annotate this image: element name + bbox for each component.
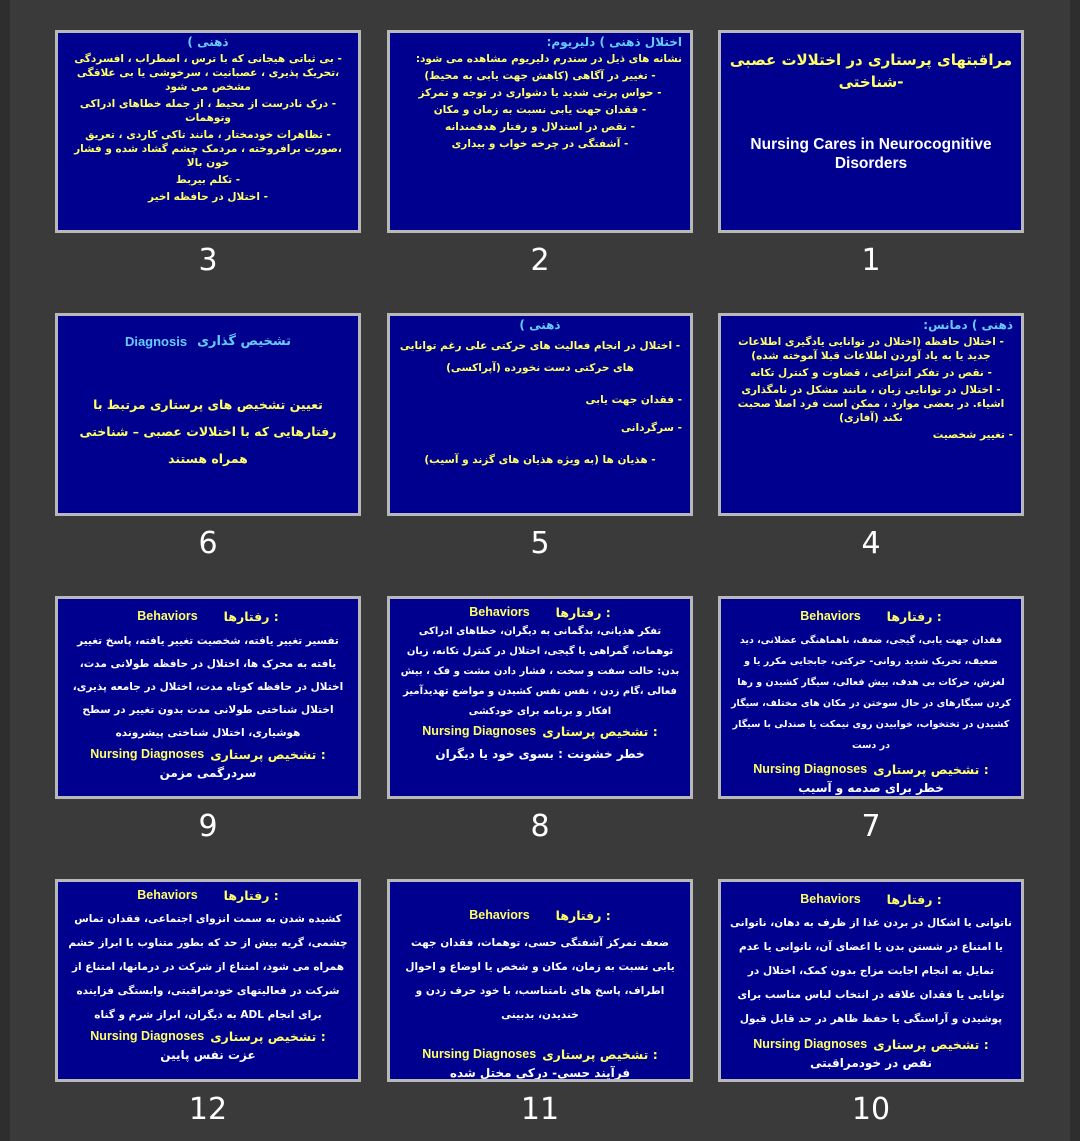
nursing-diagnoses-header xyxy=(398,1047,682,1062)
slide-2[interactable] xyxy=(387,30,693,233)
slide-line: - سرگردانی xyxy=(620,422,682,434)
behaviors-text: ناتوانی یا اشکال در بردن غذا از ظرف به دهان، ناتوانی یا امتناع در شستن بدن یا اعضای آن، ناتوانی یا عدم تمایل به انجام اجابت مزاج بدون کمک، اختلال در توانایی یا فقدان علاقه در انتخاب لباس مناسب برای پوشیدن و آراستگی یا حفظ ظاهر در حد قابل قبول xyxy=(730,917,1012,1025)
slide-number: 1 xyxy=(861,243,881,278)
nursing-diagnoses-label-en: Nursing Diagnoses xyxy=(753,1037,868,1051)
slide-line: - بی ثباتی هیجانی که با ترس ، اضطراب ، افسردگی ،تحریک پذیری ، عصبانیت ، سرخوشی یا بی علاقگی مشخص می شود xyxy=(74,53,342,93)
behaviors-label-fa: رفتارها : xyxy=(886,892,942,907)
behaviors-label-fa: رفتارها : xyxy=(886,609,942,624)
slide-line: - تظاهرات خودمختار ، مانند تاکی کاردی ، تعریق ،صورت برافروخته ، مردمک چشم گشاد شده و فشار خون بالا xyxy=(74,129,342,169)
slide-number: 4 xyxy=(861,526,881,561)
slide-line: - درک نادرست از محیط ، از جمله خطاهای ادراکی وتوهمات xyxy=(79,98,337,124)
nursing-diagnoses-header xyxy=(729,762,1013,777)
behaviors-text: کشیده شدن به سمت انزوای اجتماعی، فقدان تماس چشمی، گریه بیش از حد که بطور متناوب با ابراز خشم همراه می شود، امتناع از شرکت در درمانها، امتناع از شرکت در فعالیتهای خودمراقبتی، وابستگی فزاینده برای انجام ADL به دیگران، ابراز شرم و گناه xyxy=(68,913,348,1021)
slide-8[interactable] xyxy=(387,596,693,799)
slide-thumbnail-6[interactable] xyxy=(55,313,361,575)
behaviors-label-fa: رفتارها : xyxy=(223,609,279,624)
nursing-diagnoses-label-en: Nursing Diagnoses xyxy=(90,1029,205,1043)
behaviors-header xyxy=(66,609,350,624)
slide-heading xyxy=(66,334,350,349)
slide-line: - اختلال حافظه (اختلال در توانایی یادگیری اطلاعات جدید یا به یاد آوردن اطلاعات قبلا آموخته شده) xyxy=(738,336,1004,362)
nursing-diagnoses-header xyxy=(66,747,350,762)
slide-heading: اختلال ذهنی ) دلیریوم: xyxy=(546,35,682,49)
slide-12[interactable] xyxy=(55,879,361,1082)
diagnosis-label-fa: تشخیص گذاری xyxy=(197,334,292,349)
behaviors-text: تفسیر تغییر یافته، شخصیت تغییر یافته، پاسخ تغییر یافته به محرک ها، اختلال در حافظه طولانی مدت، اختلال در حافظه کوتاه مدت، اختلال در جامعه پذیری، اختلال شناختی طولانی مدت بدون تغییر در سطح هوشیاری، اختلال شناختی پیشرونده xyxy=(72,635,344,739)
slide-thumbnail-1[interactable] xyxy=(718,30,1024,292)
slide-number: 9 xyxy=(198,809,218,844)
slide-10[interactable] xyxy=(718,879,1024,1082)
right-edge xyxy=(1070,0,1080,1141)
slide-line: - فقدان جهت یابی نسبت به زمان و مکان xyxy=(433,104,647,116)
slide-11[interactable] xyxy=(387,879,693,1082)
slide-thumbnail-8[interactable] xyxy=(387,596,693,858)
slide-line: - فقدان جهت یابی xyxy=(585,394,682,406)
nursing-diagnoses-label-fa: تشخیص پرستاری : xyxy=(542,1047,658,1062)
slide-line: - نقص در تفکر انتزاعی ، قضاوت و کنترل تکانه xyxy=(750,367,992,379)
nursing-diagnosis-value: خطر برای صدمه و آسیب xyxy=(798,781,944,795)
nursing-diagnosis-value: نقص در خودمراقبتی xyxy=(809,1056,933,1070)
slide-thumbnail-11[interactable] xyxy=(387,879,693,1141)
nursing-diagnosis-value: خطر خشونت : بسوی خود یا دیگران xyxy=(435,747,645,761)
slide-heading: ذهنی ) دمانس: xyxy=(923,318,1013,332)
slide-line: - آشفتگی در چرخه خواب و بیداری xyxy=(451,138,629,150)
slide-number: 11 xyxy=(520,1092,560,1127)
nursing-diagnoses-header xyxy=(398,724,682,739)
slide-5[interactable] xyxy=(387,313,693,516)
slide-thumbnail-4[interactable] xyxy=(718,313,1024,575)
slide-line: - اختلال در انجام فعالیت های حرکتی علی رغم توانایی های حرکتی دست نخورده (آپراکسی) xyxy=(399,340,681,374)
behaviors-header xyxy=(398,605,682,620)
nursing-diagnoses-label-fa: تشخیص پرستاری : xyxy=(873,1037,989,1052)
nursing-diagnoses-label-fa: تشخیص پرستاری : xyxy=(210,747,326,762)
slide-line: - نقص در استدلال و رفتار هدفمندانه xyxy=(445,121,635,133)
slide-number: 2 xyxy=(530,243,550,278)
slide-number: 6 xyxy=(198,526,218,561)
left-edge xyxy=(0,0,10,1141)
nursing-diagnosis-value: فرآیند حسی- درکی مختل شده xyxy=(449,1066,631,1080)
slide-7[interactable] xyxy=(718,596,1024,799)
nursing-diagnoses-header xyxy=(729,1037,1013,1052)
nursing-diagnoses-header xyxy=(66,1029,350,1044)
slide-number: 10 xyxy=(851,1092,891,1127)
slide-thumbnail-7[interactable] xyxy=(718,596,1024,858)
slide-line: - هذیان ها (به ویژه هذیان های گزند و آسیب) xyxy=(424,454,656,466)
slide-thumbnail-12[interactable] xyxy=(55,879,361,1141)
slide-thumbnail-9[interactable] xyxy=(55,596,361,858)
slide-line: - تکلم بیربط xyxy=(175,174,241,186)
nursing-diagnoses-label-fa: تشخیص پرستاری : xyxy=(542,724,658,739)
behaviors-label-en: Behaviors xyxy=(469,908,530,922)
slide-3[interactable] xyxy=(55,30,361,233)
nursing-diagnoses-label-en: Nursing Diagnoses xyxy=(422,1047,537,1061)
nursing-diagnoses-label-fa: تشخیص پرستاری : xyxy=(873,762,989,777)
behaviors-label-en: Behaviors xyxy=(137,609,198,623)
slide-title-en: Nursing Cares in Neurocognitive Disorders xyxy=(750,136,992,172)
slide-4[interactable] xyxy=(718,313,1024,516)
behaviors-header xyxy=(729,892,1013,907)
behaviors-label-fa: رفتارها : xyxy=(223,888,279,903)
slide-thumbnail-10[interactable] xyxy=(718,879,1024,1141)
behaviors-text: ضعف تمرکز آشفتگی حسی، توهمات، فقدان جهت یابی نسبت به زمان، مکان و شخص یا اوضاع و احوال اطراف، پاسخ های نامتناسب، با خود حرف زدن و خندیدن، بدبینی xyxy=(405,937,675,1021)
slide-9[interactable] xyxy=(55,596,361,799)
diagnosis-label-en: Diagnosis xyxy=(124,334,188,349)
slide-thumbnail-3[interactable] xyxy=(55,30,361,292)
behaviors-label-fa: رفتارها : xyxy=(555,908,611,923)
slide-heading: ذهنی ) xyxy=(187,35,229,49)
behaviors-header xyxy=(66,888,350,903)
slide-number: 3 xyxy=(198,243,218,278)
slide-1[interactable] xyxy=(718,30,1024,233)
slide-title-fa: مراقبتهای پرستاری در اختلالات عصبی -شناختی xyxy=(729,51,1013,91)
behaviors-label-en: Behaviors xyxy=(800,892,861,906)
nursing-diagnoses-label-en: Nursing Diagnoses xyxy=(90,747,205,761)
slide-line: - تغییر در آگاهی (کاهش جهت یابی به محیط) xyxy=(424,70,656,82)
nursing-diagnoses-label-fa: تشخیص پرستاری : xyxy=(210,1029,326,1044)
slide-text: تعیین تشخیص های پرستاری مرتبط با رفتارهایی که با اختلالات عصبی – شناختی همراه هستند xyxy=(79,397,337,466)
slide-line: نشانه های ذیل در سندرم دلیریوم مشاهده می شود: xyxy=(415,53,682,65)
slide-line: - اختلال در حافظه اخیر xyxy=(148,191,268,203)
slide-6[interactable] xyxy=(55,313,361,516)
slide-line: - حواس پرتی شدید یا دشواری در توجه و تمرکز xyxy=(418,87,662,99)
behaviors-header xyxy=(398,908,682,923)
slide-line: - تغییر شخصیت xyxy=(932,429,1013,441)
slide-number: 5 xyxy=(530,526,550,561)
behaviors-label-en: Behaviors xyxy=(137,888,198,902)
slide-thumbnail-2[interactable] xyxy=(387,30,693,292)
slide-heading: ذهنی ) xyxy=(519,318,561,332)
slide-thumbnail-5[interactable] xyxy=(387,313,693,575)
slide-number: 7 xyxy=(861,809,881,844)
nursing-diagnoses-label-en: Nursing Diagnoses xyxy=(753,762,868,776)
nursing-diagnosis-value: عزت نفس پایین xyxy=(160,1048,256,1062)
nursing-diagnosis-value: سردرگمی مزمن xyxy=(159,766,257,780)
behaviors-text: تفکر هذیانی، بدگمانی به دیگران، خطاهای ادراکی توهمات، گمراهی یا گیجی، اختلال در کنترل تکانه، زبان بدن: حالت سفت و سخت ، فشار دادن مشت و فک ، بیش فعالی ،گام زدن ، نفس نفس کشیدن و مواضع تهدیدآمیز افکار و برنامه برای خودکشی xyxy=(400,626,680,717)
behaviors-text: فقدان جهت یابی، گیجی، ضعف، ناهماهنگی عضلانی، دید ضعیف، تحریک شدید روانی- حرکتی، جابجایی مکرر یا و لغزش، حرکات بی هدف، بیش فعالی، سیگار کشیدن و رها کردن سیگارهای در حال سوختن در مکان های مختلف، سیگار کشیدن در تختخواب، خوابیدن روی نیمکت یا صندلی با سیگار در دست xyxy=(731,635,1011,751)
slide-number: 8 xyxy=(530,809,550,844)
nursing-diagnoses-label-en: Nursing Diagnoses xyxy=(422,724,537,738)
behaviors-label-en: Behaviors xyxy=(469,605,530,619)
slide-number: 12 xyxy=(188,1092,228,1127)
behaviors-label-fa: رفتارها : xyxy=(555,605,611,620)
behaviors-label-en: Behaviors xyxy=(800,609,861,623)
behaviors-header xyxy=(729,609,1013,624)
slide-line: - اختلال در توانایی زبان ، مانند مشکل در نامگذاری اشیاء. در بعضی موارد ، ممکن است فرد اصلا صحبت نکند (آفازی) xyxy=(737,384,1005,424)
